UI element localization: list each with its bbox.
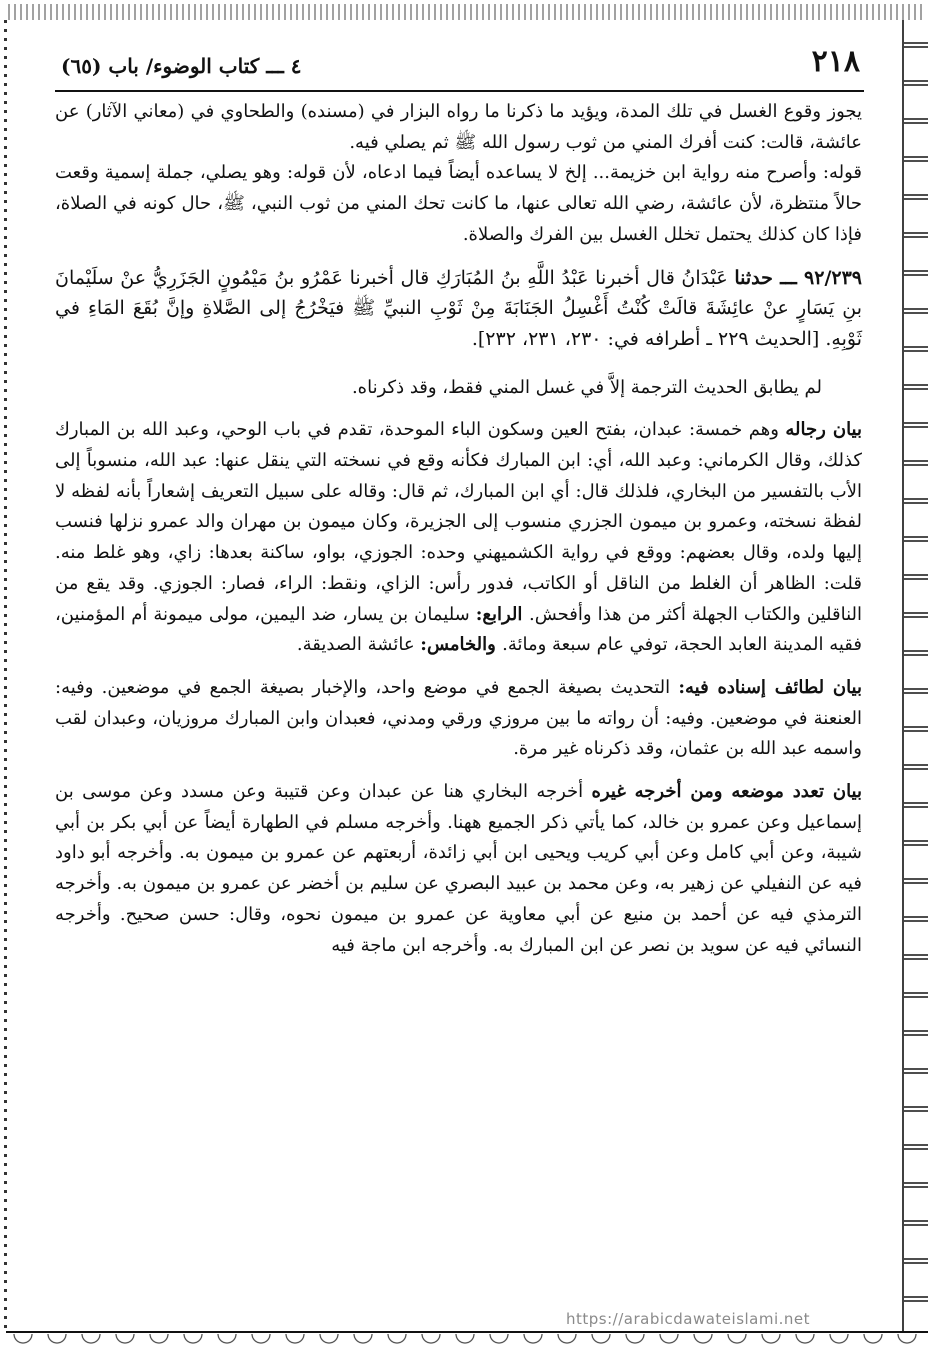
takhrij-text: أخرجه البخاري هنا عن عبدان وعن قتيبة وعن مسدد وعن موسى بن إسماعيل وعن عمرو بن خالد، كما يأتي ذكر الجميع ههنا. وأخرجه مسلم في الطهارة أيضاً عن أبي بكر بن أبي شيبة، وعن أبي كامل وعن أبي كريب ويحيى ابن أبي زائدة، أربعتهم عن عمرو بن ميمون به. وأخرجه أبو داود فيه عن النفيلي عن زهير به، وعن محمد بن عبيد البصري عن سليم بن أخضر عن عمرو بن ميمون به. وأخرجه الترمذي فيه عن أحمد بن منيع عن أبي معاوية عن عمرو بن ميمون نحوه، وقال: حسن صحيح. وأخرجه النسائي فيه عن سويد بن نصر عن ابن المبارك به. وأخرجه ابن ماجة فيه [55,781,862,956]
rijal-fifth-label: والخامس: [420,634,503,656]
paragraph-1: يجوز وقوع الغسل في تلك المدة، ويؤيد ما ذكرنا ما رواه البزار في (مسنده) والطحاوي في (معاني الآثار) عن عائشة، قالت: كنت أفرك المني من ثوب رسول الله ﷺ ثم يصلي فيه. [55,101,862,153]
rijal-section [55,415,862,661]
right-border-ornament [902,20,928,1331]
takhrij-heading: بيان تعدد موضعه ومن أخرجه غيره [591,781,863,803]
top-ornament [8,4,926,20]
bottom-rule [6,1331,928,1333]
paragraph-2: قوله: وأصرح منه رواية ابن خزيمة... إلخ لا يساعده أيضاً فيما ادعاه، لأن قوله: وهو يصلي، جملة إسمية وقعت حالاً منتظرة، لأن عائشة، رضي الله تعالى عنها، ما كانت تحك المني من ثوب النبي، ﷺ، حال كونه في الصلاة، فإذا كان كذلك يحتمل تخلل الغسل بين الفرك والصلاة. [55,162,862,245]
rijal-fourth-text: سليمان بن يسار، ضد اليمين، مولى ميمونة أم المؤمنين، فقيه المدينة العابد الحجة، توفي عام سبعة ومائة. [55,603,862,656]
takhrij-section [55,777,862,961]
rijal-text: وهم خمسة: عبدان، بفتح العين وسكون الباء الموحدة، تقدم في باب الوحي، وعبد الله بن المبارك كذلك، وقال الكرماني: وعبد الله، أي: ابن المبارك فكأنه وقع في نسخته التي ينقل عنها: عبد الله، منسوباً إلى الأب بالتفسير من البخاري، فلذلك قال: أي ابن المبارك، ثم قال: وقاله على سبيل التعريف إشعاراً بأنه لفظه لا لفظة نسخته، وعمرو بن ميمون الجزري منسوب إلى الجزيرة، وكان ميمون بن مهران والد عمرو نزلها فنسب إليها ولده، وقال بعضهم: ووقع في رواية الكشميهني وحده: الجوزي، بواو، ساكنة بعدها: زاي، وهو غلط منه. قلت: الظاهر أن الغلط من الناقل أو الكاتب، فدور رأس: الزاي، ونقط: الراء، فصار: الجوزي. وقد يقع من الناقلين والكتاب الجهلة أكثر من هذا وأفحش. [55,419,862,625]
lataif-section [55,673,862,765]
page-header [55,40,864,92]
lataif-heading: بيان لطائف إسناده فيه: [678,676,862,698]
rijal-fourth-label: الرابع: [475,603,529,625]
lataif-text: التحديث بصيغة الجمع في موضع واحد، والإخبار بصيغة الجمع في موضعين. وفيه: العنعنة في موضعين. وفيه: أن رواته ما بين مروزي ورقي ومدني، فعبدان وابن المبارك مروزيان، وعبدان لقب واسمه عبد الله بن عثمان، وقد ذكرناه غير مرة. [55,676,862,760]
hadith-number: ٩٢/٢٣٩ ـــ حدثنا [734,266,863,289]
rijal-heading: بيان رجاله [785,419,863,441]
running-head: ٤ ـــ كتاب الوضوء/ باب (٦٥) [61,54,302,78]
hadith-body: عَبْدَانُ قال أخبرنا عَبْدُ اللَّهِ بنُ المُبَارَكِ قال أخبرنا عَمْرُو بنُ مَيْمُونٍ الجَزَرِيُّ عنْ سلَيْمانَ بنِ يَسَارٍ عنْ عائِشَةَ قالَتْ كُنْتُ أَغْسِلُ الجَنَابَةَ مِنْ ثَوْبِ النبيِّ ﷺ فيَخْرُجُ إلى الصَّلاةِ وإنَّ بُقَعَ المَاءِ في ثَوْبِهِ. [الحديث ٢٢٩ ـ أطرافه في: ٢٣٠، ٢٣١، ٢٣٢]. [55,266,862,350]
left-border-ornament [4,20,7,1331]
rijal-fifth-text: عائشة الصديقة. [296,634,421,656]
site-watermark: https://arabicdawateislami.net [566,1310,811,1328]
hadith-text [55,263,862,355]
page-body [55,97,862,961]
chapter-note: لم يطابق الحديث الترجمة إلاَّ في غسل المني فقط، وقد ذكرناه. [351,376,822,398]
page-number: ٢١٨ [811,44,860,79]
bottom-ornament [6,1334,928,1356]
